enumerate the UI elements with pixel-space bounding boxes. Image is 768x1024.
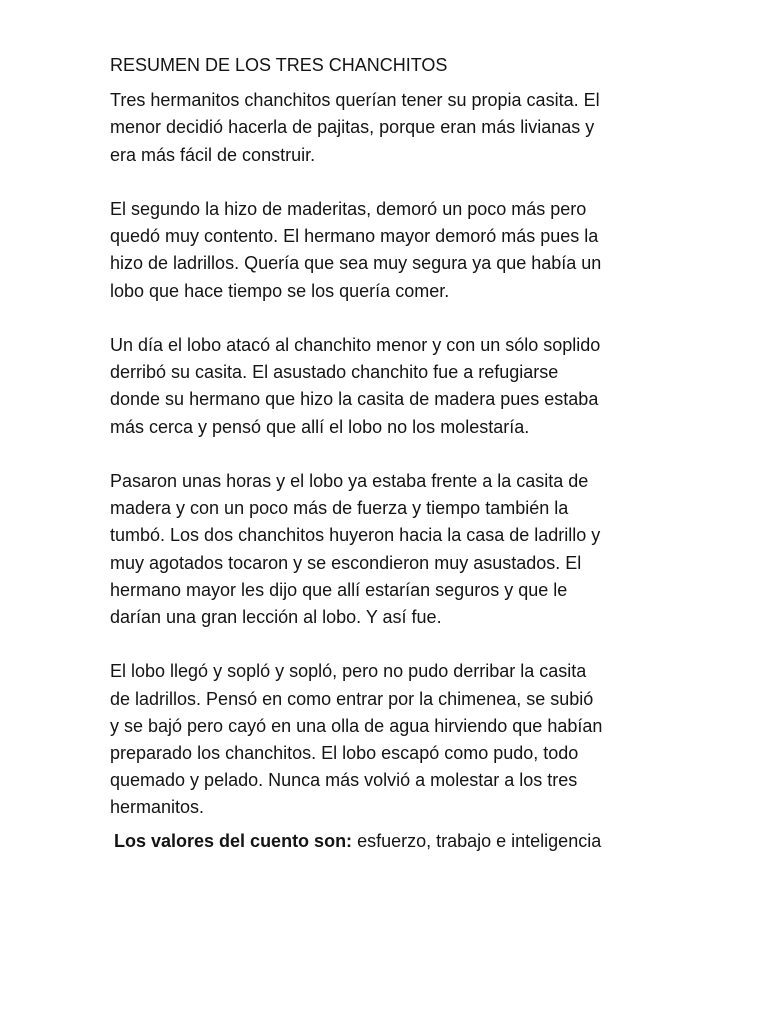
values-label: Los valores del cuento son: (114, 830, 353, 851)
paragraph-2: El segundo la hizo de maderitas, demoró un poco más pero quedó muy contento. El hermano mayor demoró más pues la hizo de ladrillos. Quería que sea muy segura ya que había un lobo que hace tiempo se los quería comer. (110, 199, 602, 301)
paragraph-4: Pasaron unas horas y el lobo ya estaba frente a la casita de madera y con un poco más de fuerza y tiempo también la tumbó. Los dos chanchitos huyeron hacia la casa de ladrillo y muy agotados tocaron y se escondieron muy asustados. El hermano mayor les dijo que allí estarían seguros y que le darían una gran lección al lobo. Y así fue. (110, 471, 601, 628)
paragraph-1: Tres hermanitos chanchitos querían tener su propia casita. El menor decidió hacerla de pajitas, porque eran más livianas y era más fácil de construir. (110, 90, 600, 165)
document-title: RESUMEN DE LOS TRES CHANCHITOS (110, 55, 448, 75)
story-values (114, 828, 670, 855)
paragraph-3: Un día el lobo atacó al chanchito menor y con un sólo soplido derribó su casita. El asustado chanchito fue a refugiarse donde su hermano que hizo la casita de madera pues estaba más cerca y pensó que allí el lobo no los molestaría. (110, 335, 601, 437)
document-page (110, 52, 670, 855)
paragraph-5: El lobo llegó y sopló y sopló, pero no pudo derribar la casita de ladrillos. Pensó en como entrar por la chimenea, se subió y se bajó pero cayó en una olla de agua hirviendo que habían preparado los chanchitos. El lobo escapó como pudo, todo quemado y pelado. Nunca más volvió a molestar a los tres hermanitos. (110, 661, 603, 818)
values-text: esfuerzo, trabajo e inteligencia (352, 830, 602, 851)
